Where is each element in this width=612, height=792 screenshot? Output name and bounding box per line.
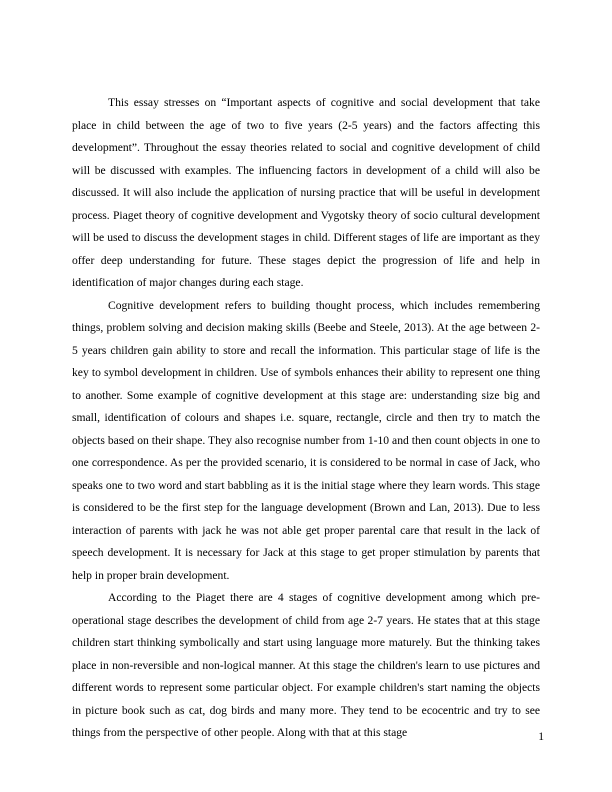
paragraph-piaget-stages: According to the Piaget there are 4 stages of cognitive development among which pre-operational stage describes the development of child from age 2-7 years. He states that at this stage children start thinking symbolically and start using language more maturely. But the thinking takes place in non-reversible and non-logical manner. At this stage the children's learn to use pictures and different words to represent some particular object. For example children's start naming the objects in picture book such as cat, dog birds and many more. They tend to be ecocentric and try to see things from the perspective of other people. Along with that at this stage xyxy=(72,591,540,739)
page-number: 1 xyxy=(538,730,544,743)
paragraph-cognitive-development: Cognitive development refers to building thought process, which includes remembering things, problem solving and decision making skills (Beebe and Steele, 2013). At the age between 2-5 years children gain ability to store and recall the information. This particular stage of life is the key to symbol development in children. Use of symbols enhances their ability to represent one thing to another. Some example of cognitive development at this stage are: understanding size big and small, identification of colours and shapes i.e. square, rectangle, circle and then try to match the objects based on their shape. They also recognise number from 1-10 and then count objects in one to one correspondence. As per the provided scenario, it is considered to be normal in case of Jack, who speaks one to two word and start babbling as it is the initial stage where they learn words. This stage is considered to be the first step for the language development (Brown and Lan, 2013). Due to less interaction of parents with jack he was not able get proper parental care that result in the lack of speech development. It is necessary for Jack at this stage to get proper stimulation by parents that help in proper brain development. xyxy=(72,298,540,582)
essay-body xyxy=(72,92,540,745)
paragraph-introduction: This essay stresses on “Important aspects of cognitive and social development that take place in child between the age of two to five years (2-5 years) and the factors affecting this development”. Throughout the essay theories related to social and cognitive development of child will be discussed with examples. The influencing factors in development of a child will also be discussed. It will also include the application of nursing practice that will be useful in development process. Piaget theory of cognitive development and Vygotsky theory of socio cultural development will be used to discuss the development stages in child. Different stages of life are important as they offer deep understanding for future. These stages depict the progression of life and help in identification of major changes during each stage. xyxy=(72,96,540,289)
